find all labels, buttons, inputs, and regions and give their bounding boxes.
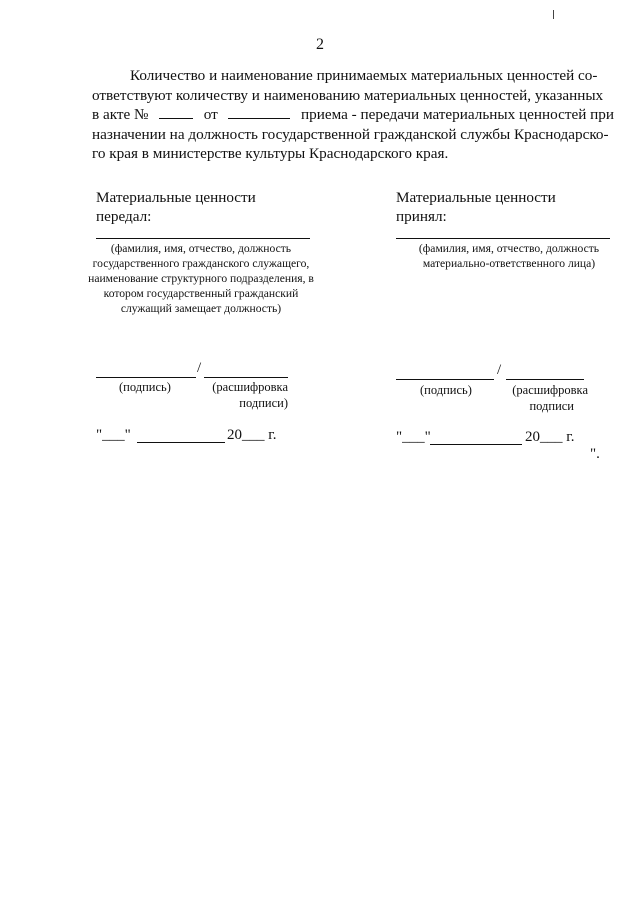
left-slash: / [197,360,202,376]
left-title [96,188,256,226]
right-decode-caption [498,382,588,414]
left-date-year: 20___ г. [227,427,277,443]
closing-quote: ". [590,446,600,462]
left-name-caption: (фамилия, имя, отчество, должность государственного гражданского служащего, наименование структурного подразделения, в котором государственный гражданский служащий замещает должность) [88,242,314,315]
right-date-month-line[interactable] [430,444,522,445]
left-signature-caption: (подпись) [119,380,171,394]
scan-mark [553,10,554,19]
right-title-line-1: Материальные ценности [396,189,556,206]
right-decode-caption-line-1: (расшифровка [512,383,588,397]
right-signature-caption: (подпись) [420,383,472,397]
right-date-day: "___" [396,429,431,445]
right-title [396,188,556,226]
right-slash: / [497,362,502,378]
act-number-blank[interactable] [159,105,193,119]
act-date-blank[interactable] [228,105,290,119]
right-decode-line[interactable] [506,379,584,380]
body-paragraph [92,66,614,164]
paragraph-line-5: го края в министерстве культуры Краснодарского края. [92,145,449,163]
right-name-line[interactable] [396,238,610,239]
left-date-day: "___" [96,427,131,443]
page-number: 2 [316,36,324,53]
left-signature-line[interactable] [96,377,196,378]
paragraph-line-1: Количество и наименование принимаемых материальных ценностей со- [130,67,598,84]
left-title-line-2: передал: [96,208,152,225]
left-name-line[interactable] [96,238,310,239]
paragraph-line-4: назначении на должность государственной гражданской службы Краснодарско- [92,125,609,143]
right-signature-line[interactable] [396,379,494,380]
left-decode-caption [198,379,288,411]
left-date-month-line[interactable] [137,442,225,443]
paragraph-line-3: в акте № от приема - передачи материальных ценностей при [92,106,614,124]
paragraph-line-2: ответствуют количеству и наименованию материальных ценностей, указанных [92,86,604,104]
right-name-caption: (фамилия, имя, отчество, должность материально-ответственного лица) [418,242,600,270]
left-decode-caption-line-1: (расшифровка [212,380,288,394]
right-decode-caption-line-2: подписи [529,399,574,413]
right-date-year: 20___ г. [525,429,575,445]
left-decode-line[interactable] [204,377,288,378]
right-title-line-2: принял: [396,208,447,225]
left-decode-caption-line-2: подписи) [239,396,288,410]
left-title-line-1: Материальные ценности [96,189,256,206]
